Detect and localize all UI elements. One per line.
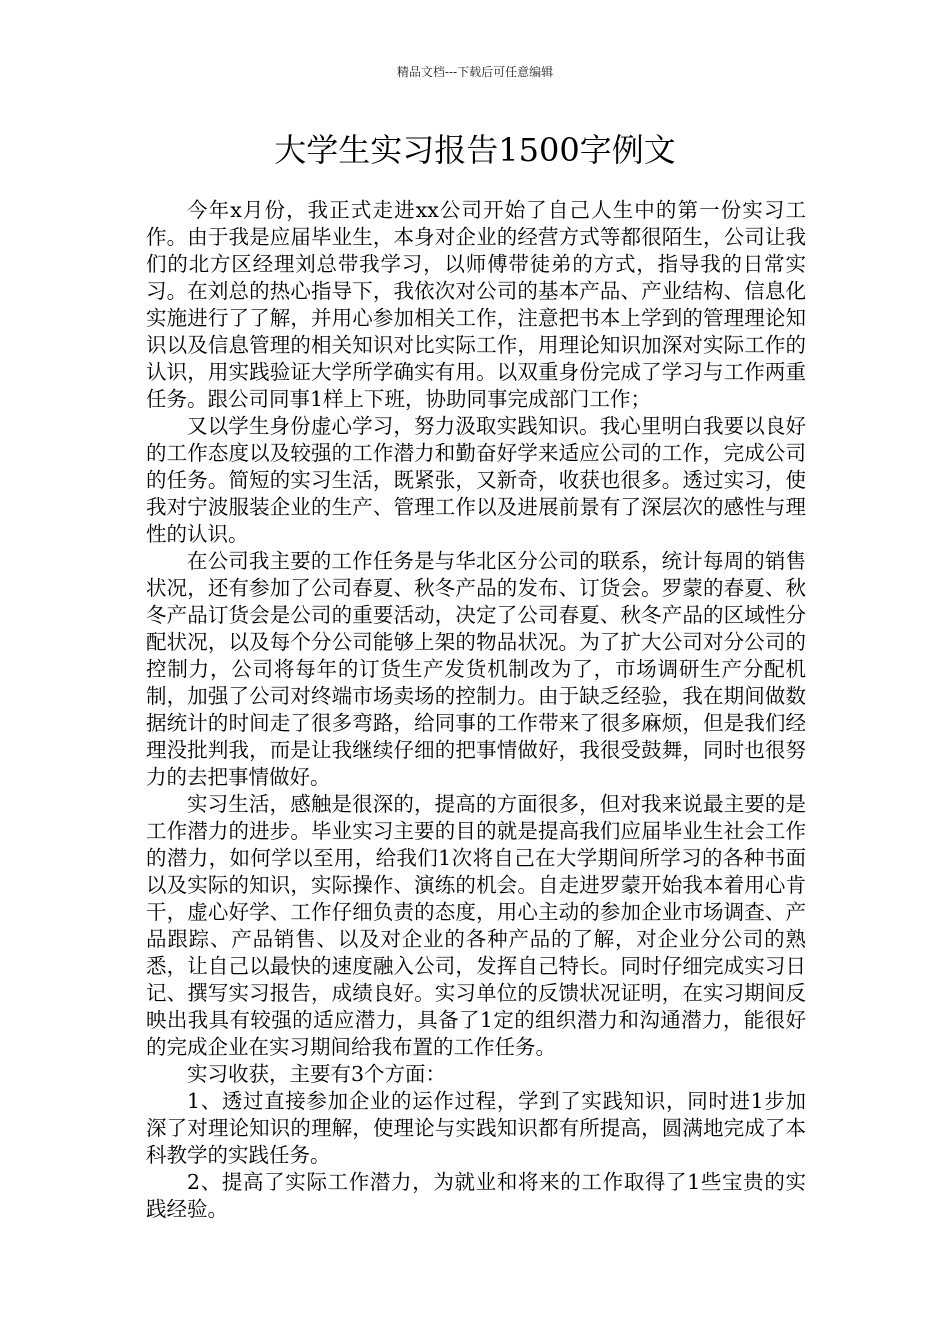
document-title: 大学生实习报告1500字例文 xyxy=(274,131,676,169)
paragraph: 1、透过直接参加企业的运作过程，学到了实践知识，同时进1步加深了对理论知识的理解，使理论与实践知识都有所提高，圆满地完成了本科教学的实践任务。 xyxy=(146,1089,806,1167)
paragraph: 2、提高了实际工作潜力，为就业和将来的工作取得了1些宝贵的实践经验。 xyxy=(146,1170,806,1221)
paragraph: 今年x月份，我正式走进xx公司开始了自己人生中的第一份实习工作。由于我是应届毕业生，本身对企业的经营方式等都很陌生，公司让我们的北方区经理刘总带我学习，以师傅带徒弟的方式，指导我的日常实习。在刘总的热心指导下，我依次对公司的基本产品、产业结构、信息化实施进行了了解，并用心参加相关工作，注意把书本上学到的管理理论知识以及信息管理的相关知识对比实际工作，用理论知识加深对实际工作的认识，用实践验证大学所学确实有用。以双重身份完成了学习与工作两重任务。跟公司同事1样上下班，协助同事完成部门工作； xyxy=(146,198,806,411)
paragraph: 又以学生身份虚心学习，努力汲取实践知识。我心里明白我要以良好的工作态度以及较强的工作潜力和勤奋好学来适应公司的工作，完成公司的任务。简短的实习生活，既紧张，又新奇，收获也很多。透过实习，使我对宁波服装企业的生产、管理工作以及进展前景有了深层次的感性与理性的认识。 xyxy=(146,414,806,546)
paragraph: 在公司我主要的工作任务是与华北区分公司的联系，统计每周的销售状况，还有参加了公司春夏、秋冬产品的发布、订货会。罗蒙的春夏、秋冬产品订货会是公司的重要活动，决定了公司春夏、秋冬产品的区域性分配状况，以及每个分公司能够上架的物品状况。为了扩大公司对分公司的控制力，公司将每年的订货生产发货机制改为了，市场调研生产分配机制，加强了公司对终端市场卖场的控制力。由于缺乏经验，我在期间做数据统计的时间走了很多弯路，给同事的工作带来了很多麻烦，但是我们经理没批判我，而是让我继续仔细的把事情做好，我很受鼓舞，同时也很努力的去把事情做好。 xyxy=(146,549,806,789)
header-note: 精品文档---下载后可任意编辑 xyxy=(396,65,554,79)
paragraph: 实习生活，感触是很深的，提高的方面很多，但对我来说最主要的是工作潜力的进步。毕业实习主要的目的就是提高我们应届毕业生社会工作的潜力，如何学以至用，给我们1次将自己在大学期间所学习的各种书面以及实际的知识，实际操作、演练的机会。自走进罗蒙开始我本着用心肯干，虚心好学、工作仔细负责的态度，用心主动的参加企业市场调查、产品跟踪、产品销售、以及对企业的各种产品的了解，对企业分公司的熟悉，让自己以最快的速度融入公司，发挥自己特长。同时仔细完成实习日记、撰写实习报告，成绩良好。实习单位的反馈状况证明，在实习期间反映出我具有较强的适应潜力，具备了1定的组织潜力和沟通潜力，能很好的完成企业在实习期间给我布置的工作任务。 xyxy=(146,792,806,1059)
document-body xyxy=(146,197,806,1223)
paragraph: 实习收获，主要有3个方面： xyxy=(187,1062,447,1086)
